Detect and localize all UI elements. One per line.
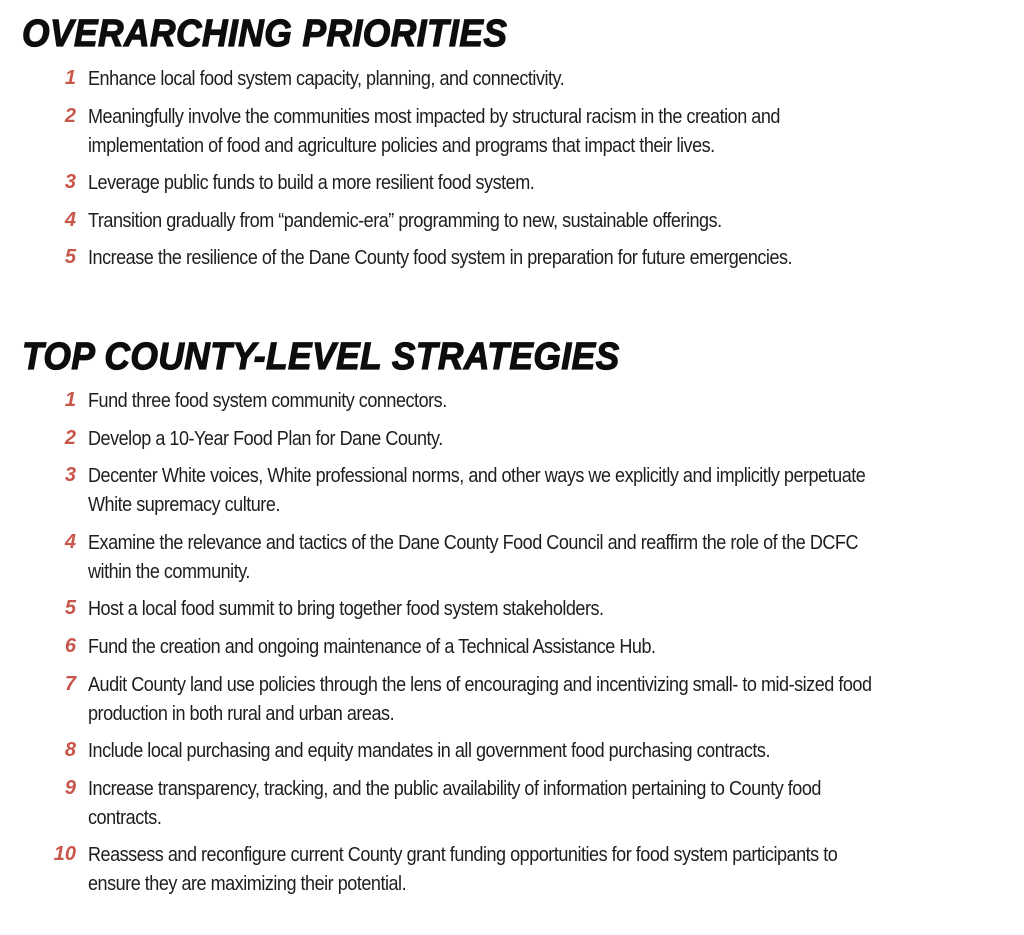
item-text-line: Decenter White voices, White professional norms, and other ways we explicitly and implicitly perpetuate	[88, 464, 866, 488]
item-text-line: implementation of food and agriculture policies and programs that impact their lives.	[88, 133, 715, 157]
item-number: 5	[64, 597, 76, 620]
section-heading-overarching-priorities: OVERARCHING PRIORITIES	[22, 13, 508, 55]
strategy-item	[0, 528, 1024, 586]
item-text	[88, 840, 968, 898]
item-number: 1	[64, 67, 76, 89]
strategy-item	[0, 774, 1024, 832]
item-text	[88, 243, 968, 272]
strategy-item	[0, 461, 1024, 519]
item-text-line: Host a local food summit to bring together food system stakeholders.	[88, 597, 604, 621]
strategy-item	[0, 670, 1024, 728]
item-text-line: contracts.	[88, 805, 162, 829]
item-text	[88, 424, 968, 453]
item-text	[88, 461, 968, 519]
strategy-item	[0, 736, 1024, 765]
section-heading-top-county-level-strategies: TOP COUNTY-LEVEL STRATEGIES	[22, 336, 620, 378]
priority-item	[0, 206, 1024, 235]
item-text-line: Develop a 10-Year Food Plan for Dane County.	[88, 426, 443, 450]
item-text	[88, 774, 968, 832]
item-text	[88, 736, 968, 765]
item-number: 8	[64, 739, 76, 762]
item-text	[88, 528, 968, 586]
item-text-line: Leverage public funds to build a more resilient food system.	[88, 171, 535, 195]
item-number: 2	[64, 426, 76, 449]
strategy-item	[0, 386, 1024, 415]
item-text-line: within the community.	[88, 559, 250, 583]
item-text	[88, 670, 968, 728]
item-number: 2	[64, 104, 76, 127]
item-number: 1	[64, 389, 76, 411]
item-text-line: Audit County land use policies through the lens of encouraging and incentivizing small- to mid-sized food	[88, 672, 872, 696]
item-number: 4	[64, 530, 76, 553]
item-text-line: Increase the resilience of the Dane County food system in preparation for future emergencies.	[88, 246, 793, 270]
strategy-item	[0, 840, 1024, 898]
item-number: 3	[64, 464, 76, 487]
priority-item	[0, 102, 1024, 160]
item-text	[88, 206, 968, 235]
item-number: 5	[64, 246, 76, 269]
priority-item	[0, 168, 1024, 197]
item-text-line: Enhance local food system capacity, planning, and connectivity.	[88, 67, 565, 90]
item-text	[88, 632, 968, 661]
strategy-item	[0, 594, 1024, 623]
item-number: 3	[64, 171, 76, 194]
item-text-line: Reassess and reconfigure current County grant funding opportunities for food system participants to	[88, 843, 838, 867]
item-text-line: Increase transparency, tracking, and the public availability of information pertaining to County food	[88, 776, 821, 800]
strategies-list	[0, 386, 1024, 907]
item-text	[88, 64, 968, 93]
priority-item	[0, 243, 1024, 272]
item-text-line: Fund three food system community connectors.	[88, 389, 447, 412]
item-text-line: Transition gradually from “pandemic-era” programming to new, sustainable offerings.	[88, 208, 722, 232]
priorities-list	[0, 64, 1024, 281]
item-number: 4	[64, 208, 76, 231]
item-number: 6	[64, 634, 76, 657]
item-text	[88, 102, 968, 160]
item-text-line: White supremacy culture.	[88, 493, 280, 517]
item-number: 7	[64, 672, 76, 695]
priority-item	[0, 64, 1024, 93]
strategy-item	[0, 424, 1024, 453]
item-text-line: Fund the creation and ongoing maintenance of a Technical Assistance Hub.	[88, 634, 656, 658]
item-text	[88, 594, 968, 623]
item-text-line: ensure they are maximizing their potential.	[88, 872, 407, 896]
strategy-item	[0, 632, 1024, 661]
item-number: 10	[53, 843, 76, 866]
item-text	[88, 386, 968, 415]
item-text-line: Meaningfully involve the communities most impacted by structural racism in the creation and	[88, 104, 780, 128]
item-text-line: Include local purchasing and equity mandates in all government food purchasing contracts.	[88, 739, 770, 763]
item-number: 9	[64, 776, 76, 799]
item-text	[88, 168, 968, 197]
item-text-line: Examine the relevance and tactics of the Dane County Food Council and reaffirm the role of the DCFC	[88, 530, 858, 554]
item-text-line: production in both rural and urban areas.	[88, 701, 395, 725]
